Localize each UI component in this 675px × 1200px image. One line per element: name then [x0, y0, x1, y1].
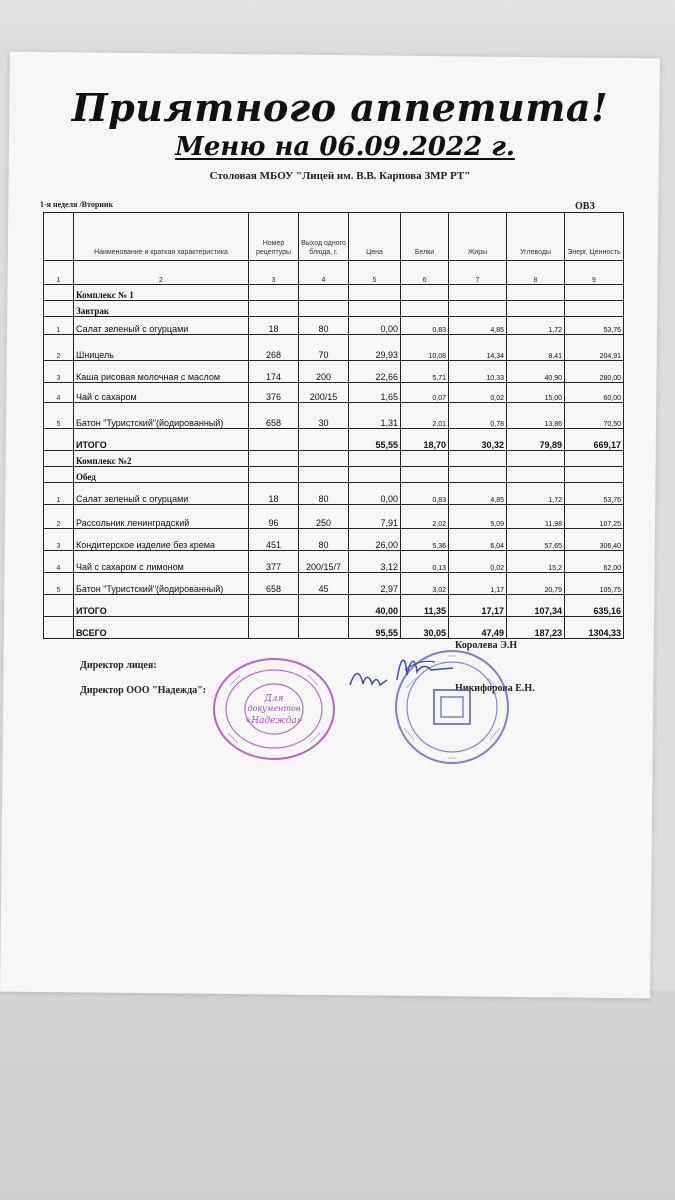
- price-cell: 7,91: [349, 505, 401, 529]
- page-title: Приятного аппетита!: [71, 85, 609, 130]
- table-row: [44, 317, 624, 335]
- protein-cell: 0,13: [401, 551, 449, 573]
- fat-cell: 0,02: [449, 551, 507, 573]
- table-row: [44, 573, 624, 595]
- fat-cell: 4,85: [449, 317, 507, 335]
- recipe-number: 451: [249, 529, 299, 551]
- complex2-rows: [44, 483, 624, 595]
- price-cell: 26,00: [349, 529, 401, 551]
- total-label: ИТОГО: [74, 595, 249, 617]
- category-label: ОВЗ: [575, 201, 595, 212]
- header-cell: Энерг. Ценность: [565, 213, 624, 261]
- row-number: 2: [44, 335, 74, 361]
- grand-total-energy: 1304,33: [565, 617, 624, 639]
- carbs-cell: 20,79: [507, 573, 565, 595]
- table-row: [44, 403, 624, 429]
- column-number-row: [44, 261, 624, 285]
- dish-name: Батон "Туристский"(йодированный): [74, 403, 249, 429]
- protein-cell: 3,02: [401, 573, 449, 595]
- column-number: 6: [401, 261, 449, 285]
- stamp-text-line1: Для: [264, 694, 284, 704]
- dish-name: Шницель: [74, 335, 249, 361]
- grand-total-protein: 30,05: [401, 617, 449, 639]
- carbs-cell: 8,41: [507, 335, 565, 361]
- complex-title: Комплекс № 1: [74, 285, 249, 301]
- recipe-number: 18: [249, 483, 299, 505]
- carbs-cell: 40,90: [507, 361, 565, 383]
- table-row: [44, 505, 624, 529]
- signatory-name-1: Королева Э.Н: [455, 640, 518, 651]
- carbs-cell: 1,72: [507, 317, 565, 335]
- price-cell: 1,31: [349, 403, 401, 429]
- protein-cell: 0,07: [401, 383, 449, 403]
- portion-weight: 45: [299, 573, 349, 595]
- price-cell: 0,00: [349, 317, 401, 335]
- header-cell: Номер рецептуры: [249, 213, 299, 261]
- dish-name: Салат зеленый с огурцами: [74, 483, 249, 505]
- total-price: 40,00: [349, 595, 401, 617]
- row-number: 4: [44, 551, 74, 573]
- price-cell: 1,65: [349, 383, 401, 403]
- price-cell: 3,12: [349, 551, 401, 573]
- energy-cell: 306,40: [565, 529, 624, 551]
- protein-cell: 0,83: [401, 483, 449, 505]
- portion-weight: 30: [299, 403, 349, 429]
- portion-weight: 70: [299, 335, 349, 361]
- table-row: [44, 361, 624, 383]
- header-cell: Белки: [401, 213, 449, 261]
- signatory-name-2: Никифорова Е.Н.: [455, 683, 535, 694]
- fat-cell: 0,78: [449, 403, 507, 429]
- total-protein: 18,70: [401, 429, 449, 451]
- fat-cell: 5,09: [449, 505, 507, 529]
- protein-cell: 5,36: [401, 529, 449, 551]
- fat-cell: 10,33: [449, 361, 507, 383]
- price-cell: 29,93: [349, 335, 401, 361]
- background-top: [0, 0, 675, 60]
- energy-cell: 107,25: [565, 505, 624, 529]
- recipe-number: 658: [249, 403, 299, 429]
- header-cell: [44, 213, 74, 261]
- protein-cell: 0,83: [401, 317, 449, 335]
- director-company-label: Директор ООО "Надежда":: [80, 685, 207, 696]
- meal-title-row: [44, 467, 624, 483]
- fat-cell: 1,17: [449, 573, 507, 595]
- header-cell: Углеводы: [507, 213, 565, 261]
- header-cell: Жиры: [449, 213, 507, 261]
- price-cell: 2,97: [349, 573, 401, 595]
- protein-cell: 2,02: [401, 505, 449, 529]
- stamp-text-line2: документов: [247, 704, 301, 713]
- energy-cell: 53,76: [565, 483, 624, 505]
- portion-weight: 80: [299, 529, 349, 551]
- total-energy: 669,17: [565, 429, 624, 451]
- carbs-cell: 15,00: [507, 383, 565, 403]
- carbs-cell: 15,2: [507, 551, 565, 573]
- carbs-cell: 1,72: [507, 483, 565, 505]
- energy-cell: 53,76: [565, 317, 624, 335]
- recipe-number: 658: [249, 573, 299, 595]
- portion-weight: 200: [299, 361, 349, 383]
- table-row: [44, 483, 624, 505]
- energy-cell: 70,50: [565, 403, 624, 429]
- row-number: 5: [44, 403, 74, 429]
- menu-table: [43, 212, 624, 639]
- row-number: 5: [44, 573, 74, 595]
- stamp-purple-icon: [210, 655, 338, 763]
- director-lyceum-label: Директор лицея:: [80, 660, 157, 671]
- column-number: 2: [74, 261, 249, 285]
- recipe-number: 377: [249, 551, 299, 573]
- energy-cell: 105,75: [565, 573, 624, 595]
- energy-cell: 280,00: [565, 361, 624, 383]
- total-energy: 635,16: [565, 595, 624, 617]
- price-cell: 0,00: [349, 483, 401, 505]
- canteen-name: Столовая МБОУ "Лицей им. В.В. Карпова ЗМР РТ": [209, 170, 471, 182]
- column-number: 1: [44, 261, 74, 285]
- protein-cell: 5,71: [401, 361, 449, 383]
- row-number: 3: [44, 529, 74, 551]
- total-label: ИТОГО: [74, 429, 249, 451]
- menu-date-title: Меню на 06.09.2022 г.: [175, 132, 515, 162]
- table-row: [44, 551, 624, 573]
- protein-cell: 2,01: [401, 403, 449, 429]
- dish-name: Батон "Туристский"(йодированный): [74, 573, 249, 595]
- recipe-number: 268: [249, 335, 299, 361]
- dish-name: Чай с сахаром с лимоном: [74, 551, 249, 573]
- total-row: [44, 595, 624, 617]
- grand-total-row: [44, 617, 624, 639]
- energy-cell: 60,00: [565, 383, 624, 403]
- stamp-text-line3: «Надежда»: [245, 716, 303, 726]
- portion-weight: 80: [299, 317, 349, 335]
- column-number: 8: [507, 261, 565, 285]
- column-number: 9: [565, 261, 624, 285]
- grand-total-label: ВСЕГО: [74, 617, 249, 639]
- header-cell: Выход одного блюда, г.: [299, 213, 349, 261]
- protein-cell: 10,08: [401, 335, 449, 361]
- total-carbs: 107,34: [507, 595, 565, 617]
- row-number: 2: [44, 505, 74, 529]
- meal-title-row: [44, 301, 624, 317]
- recipe-number: 96: [249, 505, 299, 529]
- total-row: [44, 429, 624, 451]
- recipe-number: 376: [249, 383, 299, 403]
- total-carbs: 79,89: [507, 429, 565, 451]
- total-fat: 30,32: [449, 429, 507, 451]
- price-cell: 22,66: [349, 361, 401, 383]
- dish-name: Кондитерское изделие без крема: [74, 529, 249, 551]
- table-row: [44, 383, 624, 403]
- carbs-cell: 13,86: [507, 403, 565, 429]
- meal-title: Завтрак: [74, 301, 249, 317]
- table-header-row: [44, 213, 624, 261]
- column-number: 7: [449, 261, 507, 285]
- total-fat: 17,17: [449, 595, 507, 617]
- dish-name: Рассольник ленинградский: [74, 505, 249, 529]
- dish-name: Каша рисовая молочная с маслом: [74, 361, 249, 383]
- row-number: 1: [44, 483, 74, 505]
- total-price: 55,55: [349, 429, 401, 451]
- complex-title-row: [44, 451, 624, 467]
- fat-cell: 4,85: [449, 483, 507, 505]
- table-row: [44, 335, 624, 361]
- column-number: 5: [349, 261, 401, 285]
- row-number: 4: [44, 383, 74, 403]
- dish-name: Чай с сахаром: [74, 383, 249, 403]
- complex-title: Комплекс №2: [74, 451, 249, 467]
- portion-weight: 200/15/7: [299, 551, 349, 573]
- column-number: 4: [299, 261, 349, 285]
- signature-icon: [345, 640, 455, 700]
- carbs-cell: 11,98: [507, 505, 565, 529]
- fat-cell: 0,02: [449, 383, 507, 403]
- recipe-number: 174: [249, 361, 299, 383]
- grand-total-fat: 47,49: [449, 617, 507, 639]
- row-number: 3: [44, 361, 74, 383]
- background-bottom: [0, 990, 675, 1200]
- dish-name: Салат зеленый с огурцами: [74, 317, 249, 335]
- portion-weight: 80: [299, 483, 349, 505]
- complex-title-row: [44, 285, 624, 301]
- column-number: 3: [249, 261, 299, 285]
- complex1-rows: [44, 317, 624, 429]
- table-row: [44, 529, 624, 551]
- energy-cell: 62,00: [565, 551, 624, 573]
- fat-cell: 14,34: [449, 335, 507, 361]
- header-cell: Наименование и краткая характеристика: [74, 213, 249, 261]
- week-day-label: 1-я неделя /Вторник: [40, 200, 114, 209]
- energy-cell: 204,91: [565, 335, 624, 361]
- portion-weight: 250: [299, 505, 349, 529]
- fat-cell: 6,04: [449, 529, 507, 551]
- total-protein: 11,35: [401, 595, 449, 617]
- header-cell: Цена: [349, 213, 401, 261]
- grand-total-carbs: 187,23: [507, 617, 565, 639]
- recipe-number: 18: [249, 317, 299, 335]
- meal-title: Обед: [74, 467, 249, 483]
- grand-total-price: 95,55: [349, 617, 401, 639]
- row-number: 1: [44, 317, 74, 335]
- carbs-cell: 57,65: [507, 529, 565, 551]
- portion-weight: 200/15: [299, 383, 349, 403]
